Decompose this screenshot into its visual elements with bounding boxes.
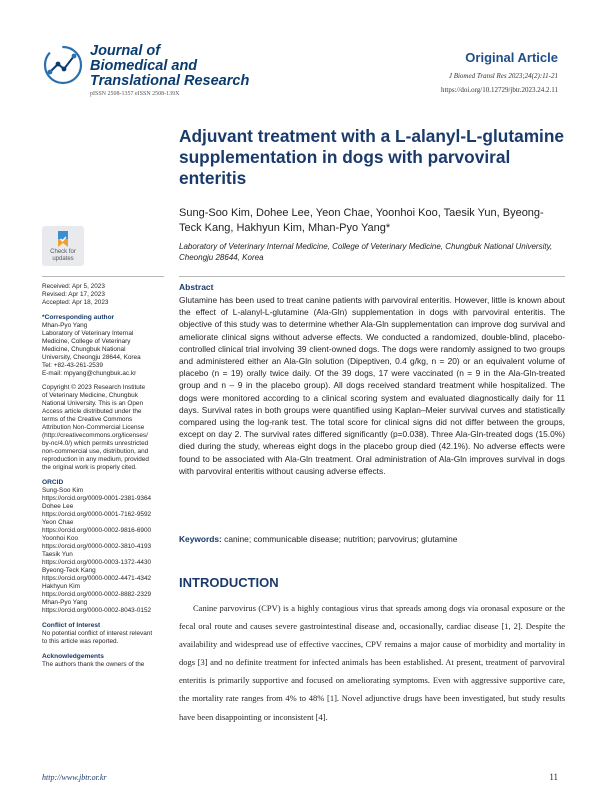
- sidebar-line: terms of the Creative Commons: [42, 416, 133, 423]
- doi-link[interactable]: https://doi.org/10.12729/jbtr.2023.24.2.11: [440, 86, 558, 94]
- sidebar-line: of Veterinary Medicine, Chungbuk: [42, 392, 138, 399]
- orcid-author: Dohee Lee: [42, 503, 74, 510]
- abstract-divider: [179, 276, 565, 277]
- sidebar-line: by-nc/4.0/) which permits unrestricted: [42, 440, 149, 447]
- citation: J Biomed Transl Res 2023;24(2):11-21: [448, 72, 558, 80]
- received-date: Received: Apr 5, 2023: [42, 283, 105, 290]
- keywords: [179, 534, 565, 545]
- sidebar-line: Copyright © 2023 Research Institute: [42, 384, 146, 391]
- orcid-link[interactable]: https://orcid.org/0000-0003-1372-4430: [42, 559, 152, 566]
- orcid-author: Yoonhoi Koo: [42, 535, 79, 542]
- article-title: Adjuvant treatment with a L-alanyl-L-glutamine supplementation in dogs with parvoviral enteritis: [179, 126, 565, 188]
- sidebar-line: Medicine, Chungbuk National: [42, 346, 126, 353]
- article-sidebar: [42, 283, 167, 675]
- sidebar-line: University, Cheongju 28644, Korea: [42, 354, 141, 361]
- introduction-body: [179, 599, 565, 726]
- orcid-link[interactable]: https://orcid.org/0000-0002-8882-2329: [42, 591, 152, 598]
- keywords-list: canine; communicable disease; nutrition; parvovirus; glutamine: [224, 534, 458, 544]
- orcid-link[interactable]: https://orcid.org/0000-0002-3810-4193: [42, 543, 152, 550]
- orcid-author: Taesik Yun: [42, 551, 73, 558]
- corresponding-heading: *Corresponding author: [42, 314, 115, 321]
- sidebar-line: (http://creativecommons.org/licenses/: [42, 432, 148, 439]
- orcid-author: Yeon Chae: [42, 519, 74, 526]
- sidebar-line: Tel: +82-43-261-2539: [42, 362, 103, 369]
- orcid-link[interactable]: https://orcid.org/0000-0001-7162-9592: [42, 511, 152, 518]
- journal-logo: [40, 40, 290, 100]
- orcid-author: Hakhyun Kim: [42, 583, 81, 590]
- introduction-paragraph: Canine parvovirus (CPV) is a highly contagious virus that spreads among dogs via oronasal exposure or the fecal oral route and causes severe gastrointestinal disease and, occasionally, cardiac disease [1, 2]. Despite the availability and widespread use of effective vaccines, CPV remains a major cause of morbidity and mortality in dogs [3] and no definite treatment for infected animals has been established. At present, treatment of parvoviral enteritis is primarily supportive and focused on ameliorating symptoms. Even with aggressive supportive care, the mortality rate ranges from 4% to 48% [1]. Novel adjunctive drugs have been investigated, but study results have been disappointing or inconsistent [4].: [179, 603, 565, 722]
- sidebar-line: No potential conflict of interest relevant: [42, 630, 153, 637]
- orcid-heading: ORCID: [42, 479, 64, 486]
- conflict-of-interest: [42, 621, 167, 646]
- issn: pISSN 2508-1357 eISSN 2508-139X: [90, 91, 180, 97]
- sidebar-line: Medicine, College of Veterinary: [42, 338, 131, 345]
- sidebar-line: the original work is properly cited.: [42, 464, 137, 471]
- conflict-heading: Conflict of Interest: [42, 622, 101, 629]
- orcid-link[interactable]: https://orcid.org/0000-0002-9816-6900: [42, 527, 152, 534]
- sidebar-line: Mhan-Pyo Yang: [42, 322, 88, 329]
- sidebar-divider: [42, 276, 164, 277]
- journal-logo-icon: [40, 42, 86, 88]
- sidebar-line: National University. This is an Open: [42, 400, 143, 407]
- sidebar-line: non-commercial use, distribution, and: [42, 448, 149, 455]
- acknowledgements: [42, 652, 167, 669]
- affiliation: Laboratory of Veterinary Internal Medicine, College of Veterinary Medicine, Chungbuk National University, Cheongju 28644, Korea: [179, 242, 553, 262]
- orcid-author: Mhan-Pyo Yang: [42, 599, 88, 606]
- copyright-notice: [42, 384, 167, 472]
- sidebar-line: reproduction in any medium, provided: [42, 456, 149, 463]
- corresponding-author: [42, 313, 167, 378]
- journal-name-line3: Translational Research: [90, 73, 250, 89]
- page-number: 11: [549, 772, 558, 782]
- abstract-heading: Abstract: [179, 282, 214, 292]
- author-list: Sung-Soo Kim, Dohee Lee, Yeon Chae, Yoonhoi Koo, Taesik Yun, Byeong-Teck Kang, Hakhyun Kim, Mhan-Pyo Yang*: [179, 207, 544, 234]
- sidebar-line: Access article distributed under the: [42, 408, 142, 415]
- article-dates: [42, 283, 167, 307]
- check-for-updates-badge[interactable]: [42, 226, 84, 266]
- sidebar-line: The authors thank the owners of the: [42, 661, 145, 668]
- bookmark-check-icon: [54, 230, 72, 248]
- abstract-text: Glutamine has been used to treat canine patients with parvoviral enteritis. However, little is known about the effect of L-alanyl-L-glutamine (Ala-Gln) supplementation in dogs with parvoviral enteritis. The objective of this study was to determine whether Ala-Gln supplementation can improve dog survival and ameliorate clinical signs without adverse effects. We conducted a randomized, double-blind, placebo-controlled clinical trial involving 39 client-owned dogs. The dogs were randomly assigned to two groups and administered either an Ala-Gln solution (Dipeptiven, 0.4 g/kg, n = 20) or an equivalent volume of placebo (n = 19) orally twice daily. Of the 39 dogs, 17 were vaccinated (n = 9 in the Ala-Gln-treated group and n – 9 in the placebo group). All dogs received standard treatment while hospitalized. The dogs were monitored according to a clinical scoring system and evaluated diagnostically daily for 11 days. Survival rates in both groups were quantified using Kaplan–Meier survival curves and statistically compared using the log-rank test. The total score for clinical signs did not differ between the groups, except on day 2. The survival rates differed significantly (p=0.038). Three Ala-Gln-treated dogs (15.0%) died during the study, whereas eight dogs in the placebo group died (42.1%). No adverse effects were found to be associated with Ala-Gln treatment. Oral administration of Ala-Gln improves survival in dogs with parvoviral enteritis without causing adverse effects.: [179, 295, 565, 476]
- author-email[interactable]: E-mail: mpyang@chungbuk.ac.kr: [42, 370, 137, 377]
- sidebar-line: Attribution Non-Commercial License: [42, 424, 145, 431]
- article-type: Original Article: [465, 50, 558, 65]
- journal-name-line2: Biomedical and: [90, 58, 198, 74]
- orcid-link[interactable]: https://orcid.org/0000-0002-4471-4342: [42, 575, 152, 582]
- keywords-label: Keywords:: [179, 534, 222, 544]
- orcid-author: Byeong-Teck Kang: [42, 567, 96, 574]
- acknowledgements-heading: Acknowledgements: [42, 653, 104, 660]
- introduction-heading: INTRODUCTION: [179, 575, 279, 590]
- orcid-link[interactable]: https://orcid.org/0000-0002-8043-0152: [42, 607, 152, 614]
- orcid-link[interactable]: https://orcid.org/0009-0001-2381-9364: [42, 495, 152, 502]
- journal-name-line1: Journal of: [90, 43, 161, 59]
- journal-name: [90, 44, 249, 89]
- check-badge-line1: Check for: [50, 249, 76, 255]
- sidebar-line: Laboratory of Veterinary Internal: [42, 330, 134, 337]
- accepted-date: Accepted: Apr 18, 2023: [42, 299, 109, 306]
- orcid-author: Sung-Soo Kim: [42, 487, 84, 494]
- orcid-list: [42, 478, 167, 615]
- check-badge-line2: updates: [52, 256, 74, 262]
- revised-date: Revised: Apr 17, 2023: [42, 291, 105, 298]
- sidebar-line: to this article was reported.: [42, 638, 119, 645]
- footer-url[interactable]: http://www.jbtr.or.kr: [42, 773, 107, 782]
